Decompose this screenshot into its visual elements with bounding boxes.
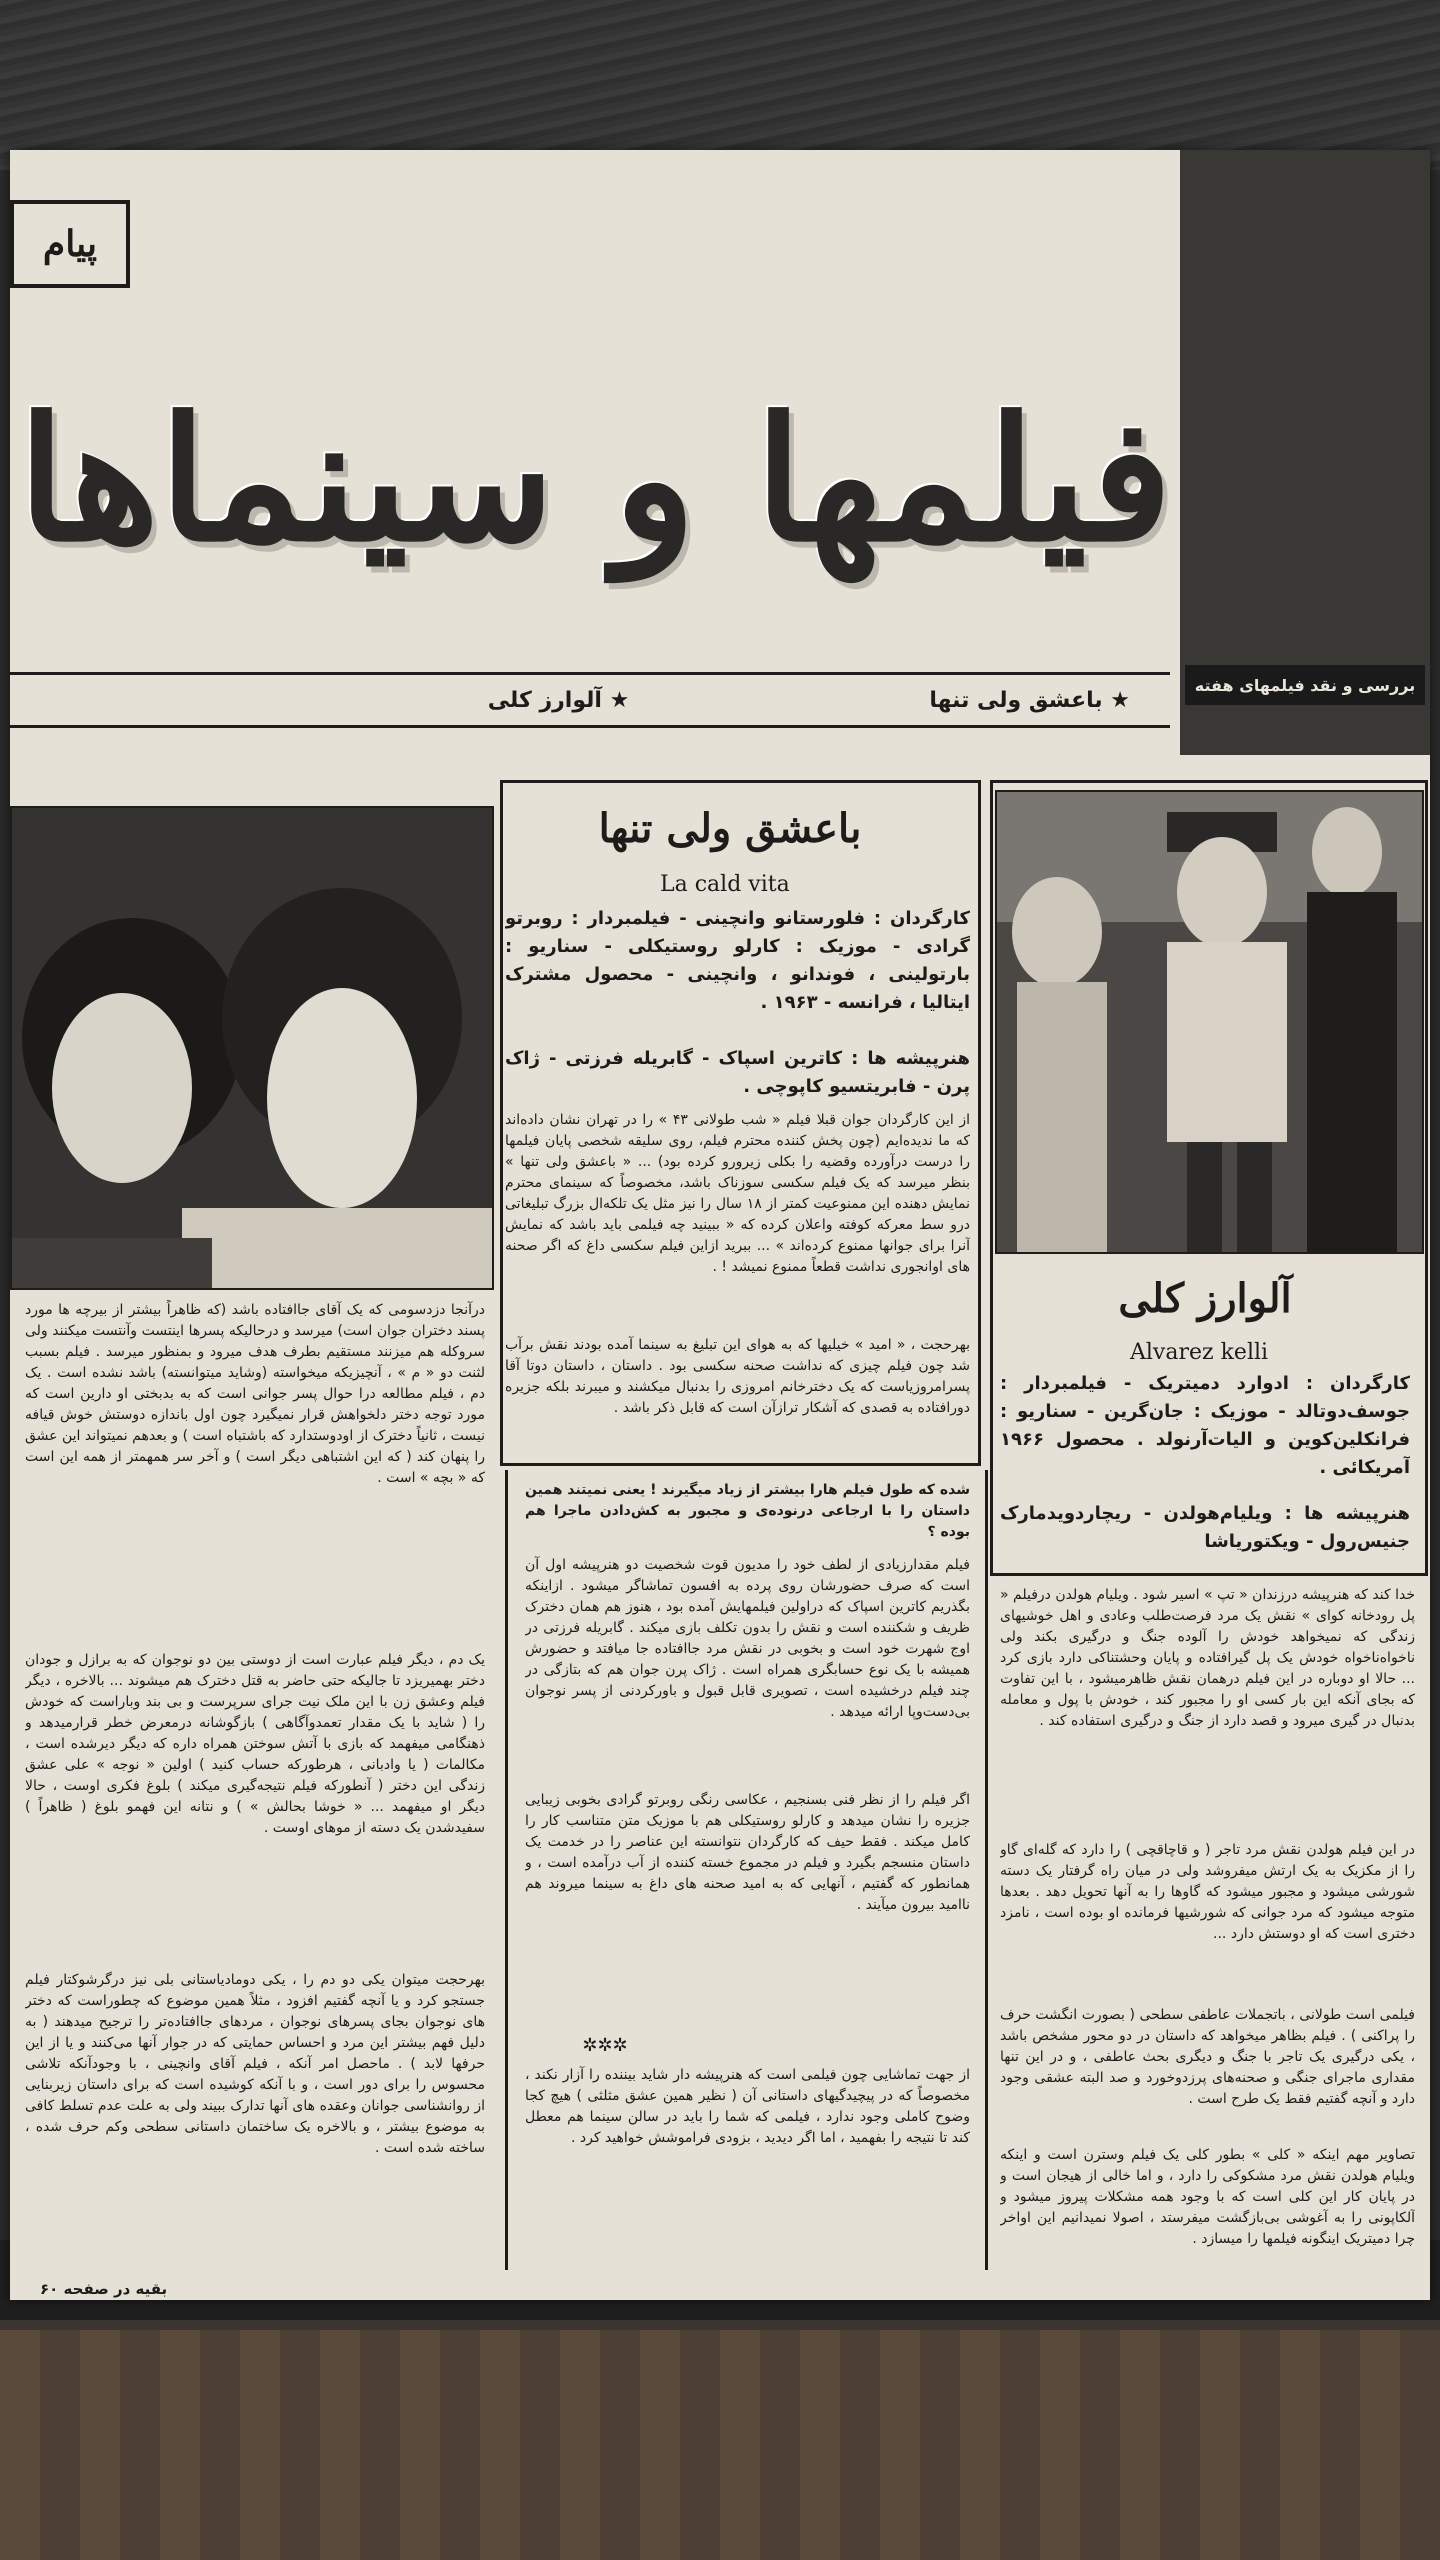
film-still-couple-image	[12, 808, 492, 1288]
article-1-body-intro: از این کارگردان جوان قبلا فیلم « شب طولانی ۴۳ » را در تهران نشان داده‌اند که ما ندیده‌ایم (چون پخش کننده محترم فیلم، روی سلیقه شخصی پایان فیلمها را درست درآورده وقضیه را بکلی زیرورو کرده بود) ... « باعشق ولی تنها » بنظر میرسد که یک فیلم سکسی سوزناک باشد، مخصوصاً که سینمای محترم نمایش دهنده این ممنوعیت کمتر از ۱۸ سال را نیز مثل یک تلکه‌ال بزرگ تبلیغاتی درو سط معرکه کوفته واعلان کرده که « ببینید چه فیلمی باید باشد که نمایش آنرا برای جوانها ممنوع کرده‌اند » ... ببرید ازاین فیلم سکسی داغ که اگر صحنه های اوانجوری نداشت قطعاً ممنوع نمیشد ! .	[505, 1112, 970, 1275]
contents-line	[10, 672, 1170, 728]
article-1-body-plot: بهرحجت ، « امید » خیلیها که به هوای این تبلیغ به سینما آمده بودند نقش برآب شد چون فیلم چیزی که نداشت صحنه سکسی بود . داستان ، داستان دوتا آقا پسرامروزیاست که یک دخترخانم امروزی را بدنبال میکشند و میبرند بلکه جزیره دورافتاده به قصدی که آشکار ترازآن است که قابل ذکر باشد .	[505, 1337, 970, 1416]
article-1-credits: کارگردان : فلورستانو وانچینی - فیلمبردار : روبرتو گرادی - موزیک : کارلو روستیکلی - سناریو : بارتولینی ، فوندانو ، وانچینی - محصول مشترک ایتالیا ، فرانسه - ۱۹۶۳ .	[505, 908, 970, 1013]
article-1-title: باعشق ولی تنها	[598, 805, 862, 852]
article-2-title-latin: Alvarez kelli	[1130, 1340, 1269, 1365]
section-separator: ✲✲✲	[582, 2035, 628, 2056]
article-2-body-conclusion: تصاویر مهم اینکه « کلی » بطور کلی یک فیلم وسترن است و اینکه ویلیام هولدن نقش مرد مشکوکی را دارد ، و اما خالی از هیجان است و در پایان کار این کلی است که با وجود همه مشکلات پیروز میشود و آلکاپونی را به آغوشی بی‌بازگشت میفرستد ، اصولا نمیدانیم این اواخر چرا دمیتریک اینگونه فیلمها را میسازد .	[1000, 2147, 1415, 2247]
film-still-couple	[10, 806, 494, 1290]
article-2-credits: کارگردان : ادوارد دمیتریک - فیلمبردار : جوسف‌دوتالد - موزیک : جان‌گرین - سناریو : فرانکلین‌کوین و الیات‌آرنولد . محصول ۱۹۶۶ آمریکائی .	[1000, 1373, 1410, 1478]
middle-body-technical: اگر فیلم را از نظر فنی بسنجیم ، عکاسی رنگی روبرتو گرادی بخوبی زیبایی جزیره را نشان میدهد و کارلو روستیکلی هم با موزیک متن متناسب کار را کامل میکند . فقط حیف که کارگردان نتوانسته این عناصر را در خدمت یک داستان منسجم بگیرد و فیلم در مجموع خسته کننده از آب درآمده است ، و همانطور که گفتیم ، آنهایی که به امید صحنه های داغ به سینما میروند هم ناامید بیرون میآیند .	[525, 1792, 970, 1913]
contents-item-1: ★ باعشق ولی تنها	[929, 687, 1130, 713]
column-rule-right	[985, 1470, 988, 2270]
series-label: بررسی و نقد فیلمهای هفته	[1185, 665, 1425, 705]
article-2-body-intro: خدا کند که هنرپیشه درزندان « تپ » اسیر شود . ویلیام هولدن درفیلم « پل رودخانه کوای » نقش یک مرد فرصت‌طلب وعادی و اهل خوشیهای زندگی که نمیخواهد خودش را آلوده جنگ و درگیری بکند ولی ناخواه‌ناخواه خودش یک پل گیرافتاده و پایان وحشتناکی دارد بازی کرد ... حالا او دوباره در این فیلم درهمان نقش ظاهرمیشود ، با این تفاوت که بجای آنکه این بار کسی او را مجبور کند ، خودش با پول و معامله بدنبال در گیری میرود و قصد دارد از جنگ و درگیری استفاده کند .	[1000, 1587, 1415, 1729]
middle-body-actors: فیلم مقدارزیادی از لطف خود را مدیون قوت شخصیت دو هنرپیشه اول آن است که صرف حضورشان روی پرده به افسون تماشاگر میشود . ازاینکه بگذریم کاترین اسپاک که دراولین فیلمهایش آمده بود ، هنوز هم همان دخترک ظریف و شکننده است و نقش را بدون تکلف بازی میکند . گابریله فرزتی در اوج شهرت خود است و بخوبی در نقش مرد جاافتاده جا میافتد و حضورش همیشه با یک نوع حسابگری همراه است . ژاک پرن جوان هم که بتازگی در چند فیلم درخشیده است ، تصویری قابل قبول و باورکردنی از پسر نوجوان بی‌دست‌وپا ارائه میدهد .	[525, 1557, 970, 1720]
article-2-body-critique: فیلمی است طولانی ، باتجملات عاطفی سطحی ( بصورت انگشت حرف را پراکنی ) . فیلم بظاهر میخواهد که داستان در دو محور مشخص باشد ، یکی درگیری یک تاجر با جنگ و دیگری بحث عاطفی ، و در این تنها مقداری ماجرای جنگی و صحنه‌های پرزدوخورد و صد البته عشقی وجود دارد و آنچه گفتیم فقط یک طرح است .	[1000, 2007, 1415, 2107]
background-wood	[0, 2330, 1440, 2560]
continued-note: بقیه در صفحه ۶۰	[40, 2280, 168, 2298]
article-2-title: آلوارز کلی	[1118, 1275, 1292, 1322]
article-1-body-discussion: یک دم ، دیگر فیلم عبارت است از دوستی بین دو نوجوان که به برازل و جودان دختر بهمیریزد تا جالیکه حتی حاضر به قتل دخترک هم میشوند ... بالاخره ، دیگر فیلم وعشق زن با این ملک نیت جرای سرپرست و بی بند وباراست که خودش را ( شاید با یک مقدار تعمدوآگاهی ) بازگوشانه درمعرض خطر قرارمیدهد و ذهنگامی میفهمد که بازی با آتش سوختن همراه داره که دیگر دیرشده است ، مکالمات ( یا وادبانی ، هرطورکه حساب کنید ) اولین « نوجه » علی عشق زندگی این دختر ( آنطورکه فیلم نتیجه‌گیری میکند ) بلوغ فکری اوست ، حالا دیگر او میفهمد ... « خوشا بحالش » ) و نتانه این فهمو بلوغ ( ظاهراً ) سفیدشدن یک دسته از موهای اوست .	[25, 1652, 485, 1836]
magazine-page	[10, 150, 1430, 2300]
column-rule-left	[505, 1470, 508, 2270]
contents-item-2: ★ آلوارز کلی	[487, 687, 630, 713]
article-1-cast: هنرپیشه ها : کاترین اسپاک - گابریله فرزتی - ژاک پرن - فابریتسیو کاپوچی .	[505, 1048, 970, 1097]
middle-body-lead: شده که طول فیلم هارا بیشتر از زیاد میگیرند ! یعنی نمیتند همین داستان را با ارجاعی درنوده‌ی و مجبور به کش‌دادن ماجرا هم بوده ؟	[525, 1482, 970, 1540]
article-1-body-conclusion: بهرحجت میتوان یکی دو دم را ، یکی دومادیاستانی بلی نیز درگرشوکتار فیلم جستجو کرد و یا آنچه گفتیم افزود ، مثلاً همین موضوع که چطوراست که دختر های نوجوان بجای پسرهای نوجوان ، مردهای جاافتاده‌تر را ترجیح میدهند ( به دلیل فهم بیشتر این مرد و احساس حمایتی که در جوار آنها می‌کنند و یا از این حرفها لابد ) . ماحصل امر آنکه ، فیلم آقای وانچینی ، با وجودآنکه تلاشی محسوس را برای دور است ، و با آنکه کوشیده است که برای داستان زیربنایی از روانشناسی جوانان وعقده های آنها تدارک ببیند ولی به علت عدم تسلط کافی به موضوع بیشتر ، و بالاخره یک ساختمان داستانی سطحی وکم حرف شده ، ساخته شده است .	[25, 1972, 485, 2156]
article-2-cast: هنرپیشه ها : ویلیام‌هولدن - ریچاردویدمارک جنیس‌رول - ویکتوریاشا	[1000, 1503, 1410, 1552]
article-1-header-box	[500, 780, 981, 1466]
background-shelf-top	[0, 0, 1440, 170]
article-2-body-plot: در این فیلم هولدن نقش مرد تاجر ( و قاچاقچی ) را دارد که گله‌ای گاو را از مکزیک به یک ارتش میفروشد ولی در میان راه گرفتار یک دسته شورشی میشود و مجبور میشود که گاوها را به آنها تحویل دهد . بعدها متوجه میشود که مرد جوانی که شورشیها فرمانده او بوده است ، نامزد دختری است که او دوستش دارد ...	[1000, 1842, 1415, 1942]
middle-body-final: از جهت تماشایی چون فیلمی است که هنرپیشه دار شاید بیننده را آزار نکند ، مخصوصاً که در پیچیدگیهای داستانی آن ( نظیر همین عشق مثلثی ) هیچ کجا وضوح کاملی وجود ندارد ، فیلمی که شما را باید در سالن سینما هم معطل کند تا نتیجه را بفهمید ، اما اگر دیدید ، بزودی فراموشش خواهید کرد .	[525, 2067, 970, 2146]
article-1-body-analysis: درآنجا دزدسومی که یک آقای جاافتاده باشد (که ظاهراً بیشتر از بیرچه ها مورد پسند دختران جوان است) میرسد و درحالیکه پسرها اینتست وآنتست میکنند ولی سروکله هم میزنند مستقیم بطرف هدف میرود و بمنظور میرسد . فیلم بسبب لثنت دو « م » ، آنچیزیکه میخواسته (وشاید میتوانسته) باشد نشده است . یک دم ، فیلم مطالعه درا حوال پسر جوانی است که به بدبختی او دارین است که مورد توجه دختر دلخواهش قرار نمیگیرد چون اول باندازه دوستش خوش قیافه نیست ، ثانیاً دخترک از اودوستدارد که باشتباه است ) و بعدهم نمیتواند این عشق را پنهان کند ( که این اشتباهی دیگر است ) و آخر سر همهمتر از همه این است که « بچه » است .	[25, 1302, 485, 1486]
masthead-title: فیلمها و سینماها	[17, 380, 1173, 580]
magazine-badge: پیام	[10, 200, 130, 288]
article-1-title-latin: La cald vita	[660, 872, 790, 897]
